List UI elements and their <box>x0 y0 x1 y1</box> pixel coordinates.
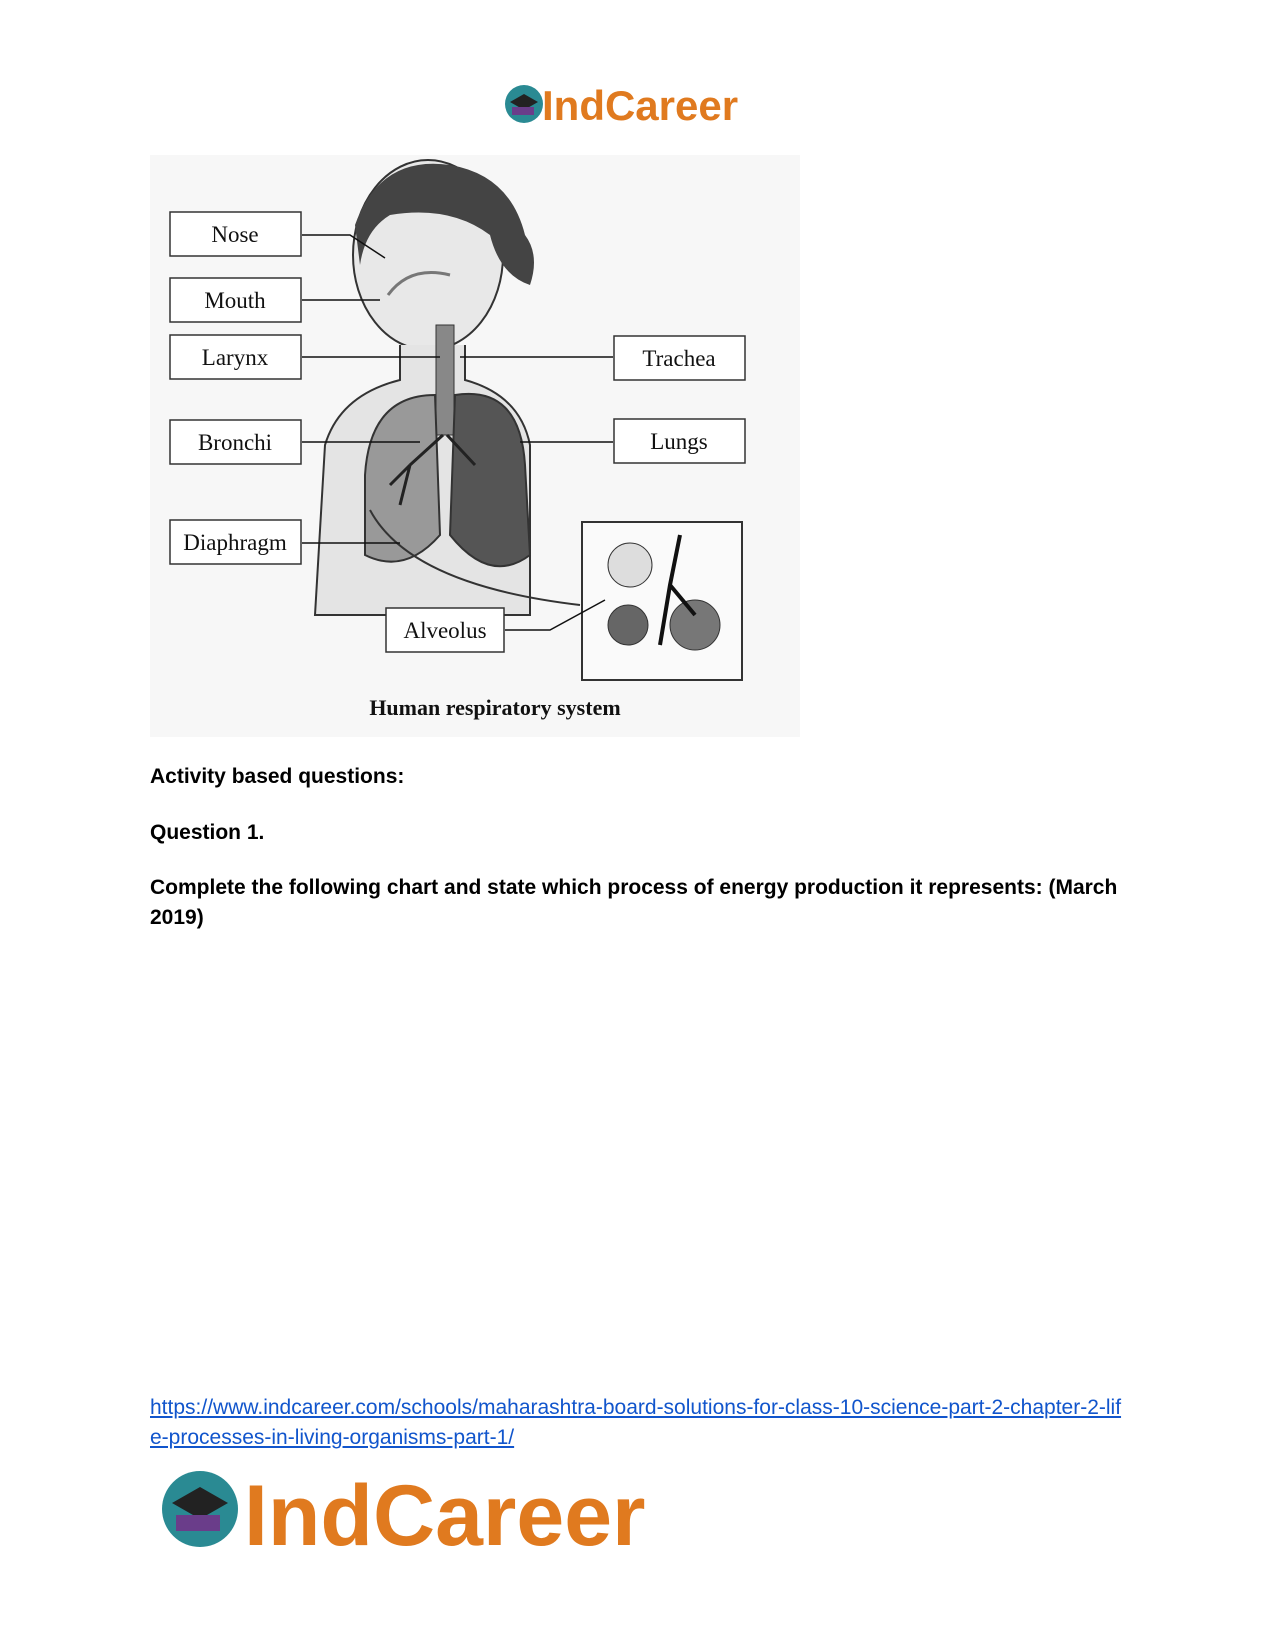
activity-heading: Activity based questions: <box>150 765 405 788</box>
label-larynx: Larynx <box>201 345 269 370</box>
logo-wordmark: IndCareer <box>244 1468 646 1563</box>
label-alveolus: Alveolus <box>403 618 487 643</box>
alveolus-inset-box <box>582 522 742 680</box>
label-trachea: Trachea <box>642 346 716 371</box>
label-mouth: Mouth <box>204 288 266 313</box>
question-label: Question 1. <box>150 821 265 844</box>
indcareer-logo-top <box>502 80 772 130</box>
label-nose: Nose <box>211 222 259 247</box>
label-diaphragm: Diaphragm <box>183 530 287 555</box>
figure-caption: Human respiratory system <box>369 695 621 720</box>
trachea-shape <box>436 325 454 435</box>
logo-wordmark: IndCareer <box>542 82 739 129</box>
label-lungs: Lungs <box>650 429 708 454</box>
label-bronchi: Bronchi <box>197 430 273 455</box>
question-text: Complete the following chart and state which process of energy production it represents: (March 2019) <box>150 876 1118 929</box>
indcareer-logo-bottom <box>160 1463 700 1563</box>
respiratory-system-figure <box>150 155 800 737</box>
source-link[interactable]: https://www.indcareer.com/schools/maharashtra-board-solutions-for-class-10-science-part-2-chapter-2-life-processes-in-living-organisms-part-1/ <box>150 1396 1122 1449</box>
